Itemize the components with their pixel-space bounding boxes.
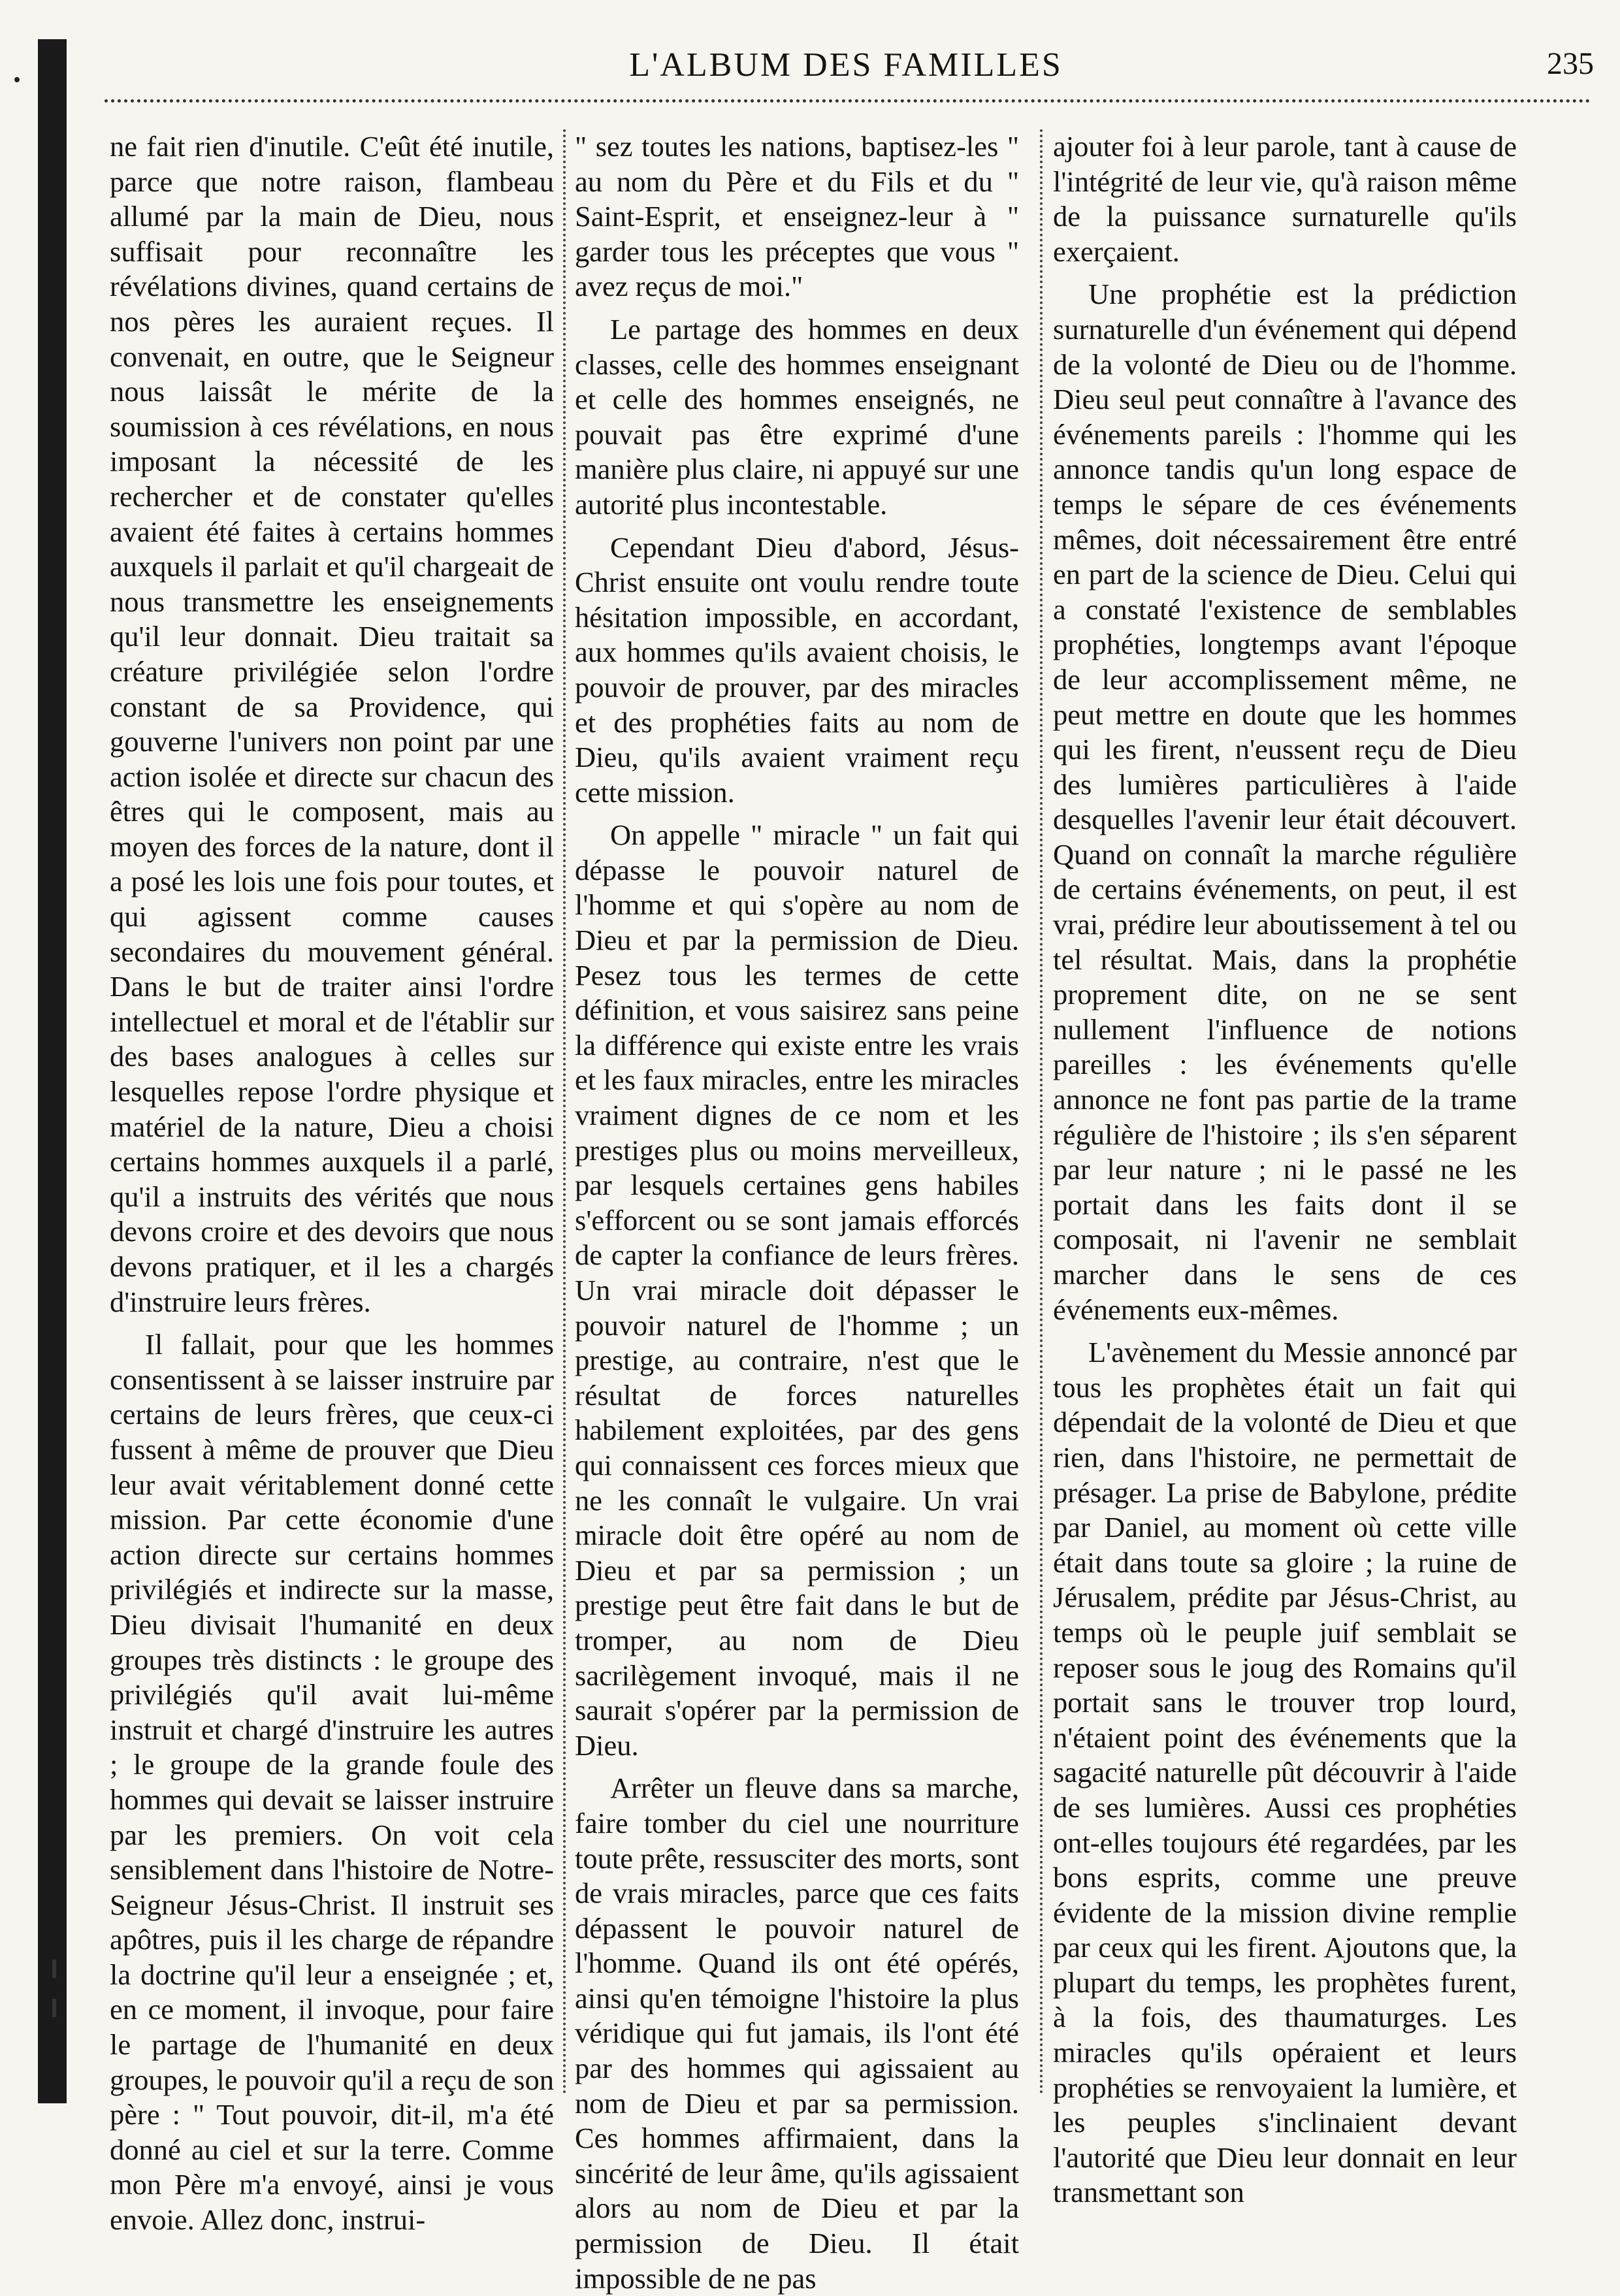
paragraph: ajouter foi à leur parole, tant à cause de l'intégrité de leur vie, qu'à raison même de la puissance surnaturelle qu'ils exerçaient. <box>1053 130 1517 268</box>
text-column-3 <box>1053 129 1517 2209</box>
paragraph: Arrêter un fleuve dans sa marche, faire tomber du ciel une nourriture toute prête, ressusciter des morts, sont de vrais miracles, parce que ces faits dépassent le pouvoir naturel de l'homme. Quand ils ont été opérés, ainsi qu'en témoigne l'histoire la plus véridique qui fut jamais, ils l'ont été par des hommes qui agissaient au nom de Dieu et par sa permission. Ces hommes affirmaient, dans la sincérité de leur âme, qu'ils agissaient alors au nom de Dieu et par la permission de Dieu. Il était impossible de ne pas <box>575 1771 1019 2295</box>
paragraph: Une prophétie est la prédiction surnaturelle d'un événement qui dépend de la volonté de Dieu ou de l'homme. Dieu seul peut connaître à l'avance des événements pareils : l'homme qui les annonce tandis qu'un long espace de temps le sépare de ces événements mêmes, doit nécessairement être entré en part de la science de Dieu. Celui qui a constaté l'existence de semblables prophéties, longtemps avant l'époque de leur accomplissement même, ne peut mettre en doute que les hommes qui les firent, n'eussent reçu de Dieu des lumières particulières à l'aide desquelles l'avenir leur était découvert. Quand on connaît la marche régulière de certains événements, on peut, il est vrai, prédire leur aboutissement à tel ou tel résultat. Mais, dans la prophétie proprement dite, on ne se sent nullement l'influence de notions pareilles : les événements qu'elle annonce ne font pas partie de la trame régulière de l'histoire ; ils s'en séparent par leur nature ; ni le passé ne les portait dans les faits dont il se composait, ni l'avenir ne semblait marcher dans le sens de ces événements eux-mêmes. <box>1053 278 1517 1326</box>
page-number: 235 <box>1547 46 1594 81</box>
column-divider <box>1040 129 1043 2095</box>
paragraph: Il fallait, pour que les hommes consentissent à se laisser instruire par certains de leurs frères, que ceux-ci fussent à même de prouver que Dieu leur avait véritablement donné cette mission. Par cette économie d'une action directe sur certains hommes privilégiés et indirecte sur la masse, Dieu divisait l'humanité en deux groupes très distincts : le groupe des privilégiés qu'il avait lui-même instruit et chargé d'instruire les autres ; le groupe de la grande foule des hommes qui devait se laisser instruire par les premiers. On voit cela sensiblement dans l'histoire de Notre-Seigneur Jésus-Christ. Il instruit ses apôtres, puis il les charge de répandre la doctrine qu'il leur a enseignée ; et, en ce moment, il invoque, pour faire le partage de l'humanité en deux groupes, le pouvoir qu'il a reçu de son père : " Tout pouvoir, dit-il, m'a été donné au ciel et sur la terre. Comme mon Père m'a envoyé, ainsi je vous envoie. Allez donc, instrui- <box>110 1328 554 2237</box>
paragraph: " sez toutes les nations, baptisez-les " au nom du Père et du Fils et du " Saint-Esprit, et enseignez-leur à " garder tous les préceptes que vous " avez reçus de moi." <box>575 130 1019 303</box>
paragraph: ne fait rien d'inutile. C'eût été inutile, parce que notre raison, flambeau allumé par la main de Dieu, nous suffisait pour reconnaître les révélations divines, quand certains de nos pères les auraient reçues. Il convenait, en outre, que le Seigneur nous laissât le mérite de la soumission à ces révélations, en nous imposant la nécessité de les rechercher et de constater qu'elles avaient été faites à certains hommes auxquels il parlait et qu'il chargeait de nous transmettre les enseignements qu'il leur donnait. Dieu traitait sa créature privilégiée selon l'ordre constant de sa Providence, qui gouverne l'univers non point par une action isolée et directe sur chacun des êtres qui le composent, mais au moyen des forces de la nature, dont il a posé les lois une fois pour toutes, et qui agissent comme causes secondaires du mouvement général. Dans le but de traiter ainsi l'ordre intellectuel et moral et de l'établir sur des bases analogues à celles sur lesquelles repose l'ordre physique et matériel de la nature, Dieu a choisi certains hommes auxquels il a parlé, qu'il a instruits des vérités que nous devons croire et des devoirs que nous devons pratiquer, et il les a chargés d'instruire leurs frères. <box>110 130 554 1318</box>
paragraph: L'avènement du Messie annoncé par tous les prophètes était un fait qui dépendait de la volonté de Dieu et que rien, dans l'histoire, ne permettait de présager. La prise de Babylone, prédite par Daniel, au moment où cette ville était dans toute sa gloire ; la ruine de Jérusalem, prédite par Jésus-Christ, au temps où le peuple juif semblait se reposer sous le joug des Romains qu'il portait sans le trouver trop lourd, n'étaient point des événements que la sagacité naturelle pût découvrir à l'aide de ses lumières. Aussi ces prophéties ont-elles toujours été regardées, par les bons esprits, comme une preuve évidente de la mission divine remplie par ceux qui les firent. Ajoutons que, la plupart du temps, les prophètes furent, à la fois, des thaumaturges. Les miracles qu'ils opéraient et leurs prophéties se renvoyaient la lumière, et les peuples s'inclinaient devant l'autorité que Dieu leur donnait en leur transmettant son <box>1053 1336 1517 2209</box>
edge-dot <box>14 77 20 82</box>
edge-mark <box>52 1999 56 2017</box>
page-edge-bar <box>38 39 67 2103</box>
page-header <box>98 46 1594 98</box>
header-rule <box>105 99 1591 103</box>
text-column-2 <box>575 129 1019 2295</box>
paragraph: Cependant Dieu d'abord, Jésus-Christ ensuite ont voulu rendre toute hésitation impossible, en accordant, aux hommes qu'ils avaient choisis, le pouvoir de prouver, par des miracles et des prophéties faits au nom de Dieu, qu'ils avaient vraiment reçu cette mission. <box>575 530 1019 809</box>
text-column-1 <box>110 129 554 2237</box>
column-divider <box>563 129 566 2095</box>
running-title: L'ALBUM DES FAMILLES <box>629 46 1063 84</box>
edge-mark <box>52 1960 56 1978</box>
paragraph: Le partage des hommes en deux classes, celle des hommes enseignant et celle des hommes enseignés, ne pouvait pas être exprimé d'une manière plus claire, ni appuyé sur une autorité plus incontestable. <box>575 312 1019 521</box>
paragraph: On appelle " miracle " un fait qui dépasse le pouvoir naturel de l'homme et qui s'opère au nom de Dieu et par la permission de Dieu. Pesez tous les termes de cette définition, et vous saisirez sans peine la différence qui existe entre les vrais et les faux miracles, entre les miracles vraiment dignes de ce nom et les prestiges plus ou moins merveilleux, par lesquels certaines gens habiles s'efforcent ou se sont jamais efforcés de capter la confiance de leurs frères. Un vrai miracle doit dépasser le pouvoir naturel de l'homme ; un prestige, au contraire, n'est que le résultat de forces naturelles habilement exploitées, par des gens qui connaissent ces forces mieux que ne les connaît le vulgaire. Un vrai miracle doit être opéré au nom de Dieu et par sa permission ; un prestige peut être fait dans le but de tromper, au nom de Dieu sacrilègement invoqué, mais il ne saurait s'opérer par la permission de Dieu. <box>575 818 1019 1762</box>
